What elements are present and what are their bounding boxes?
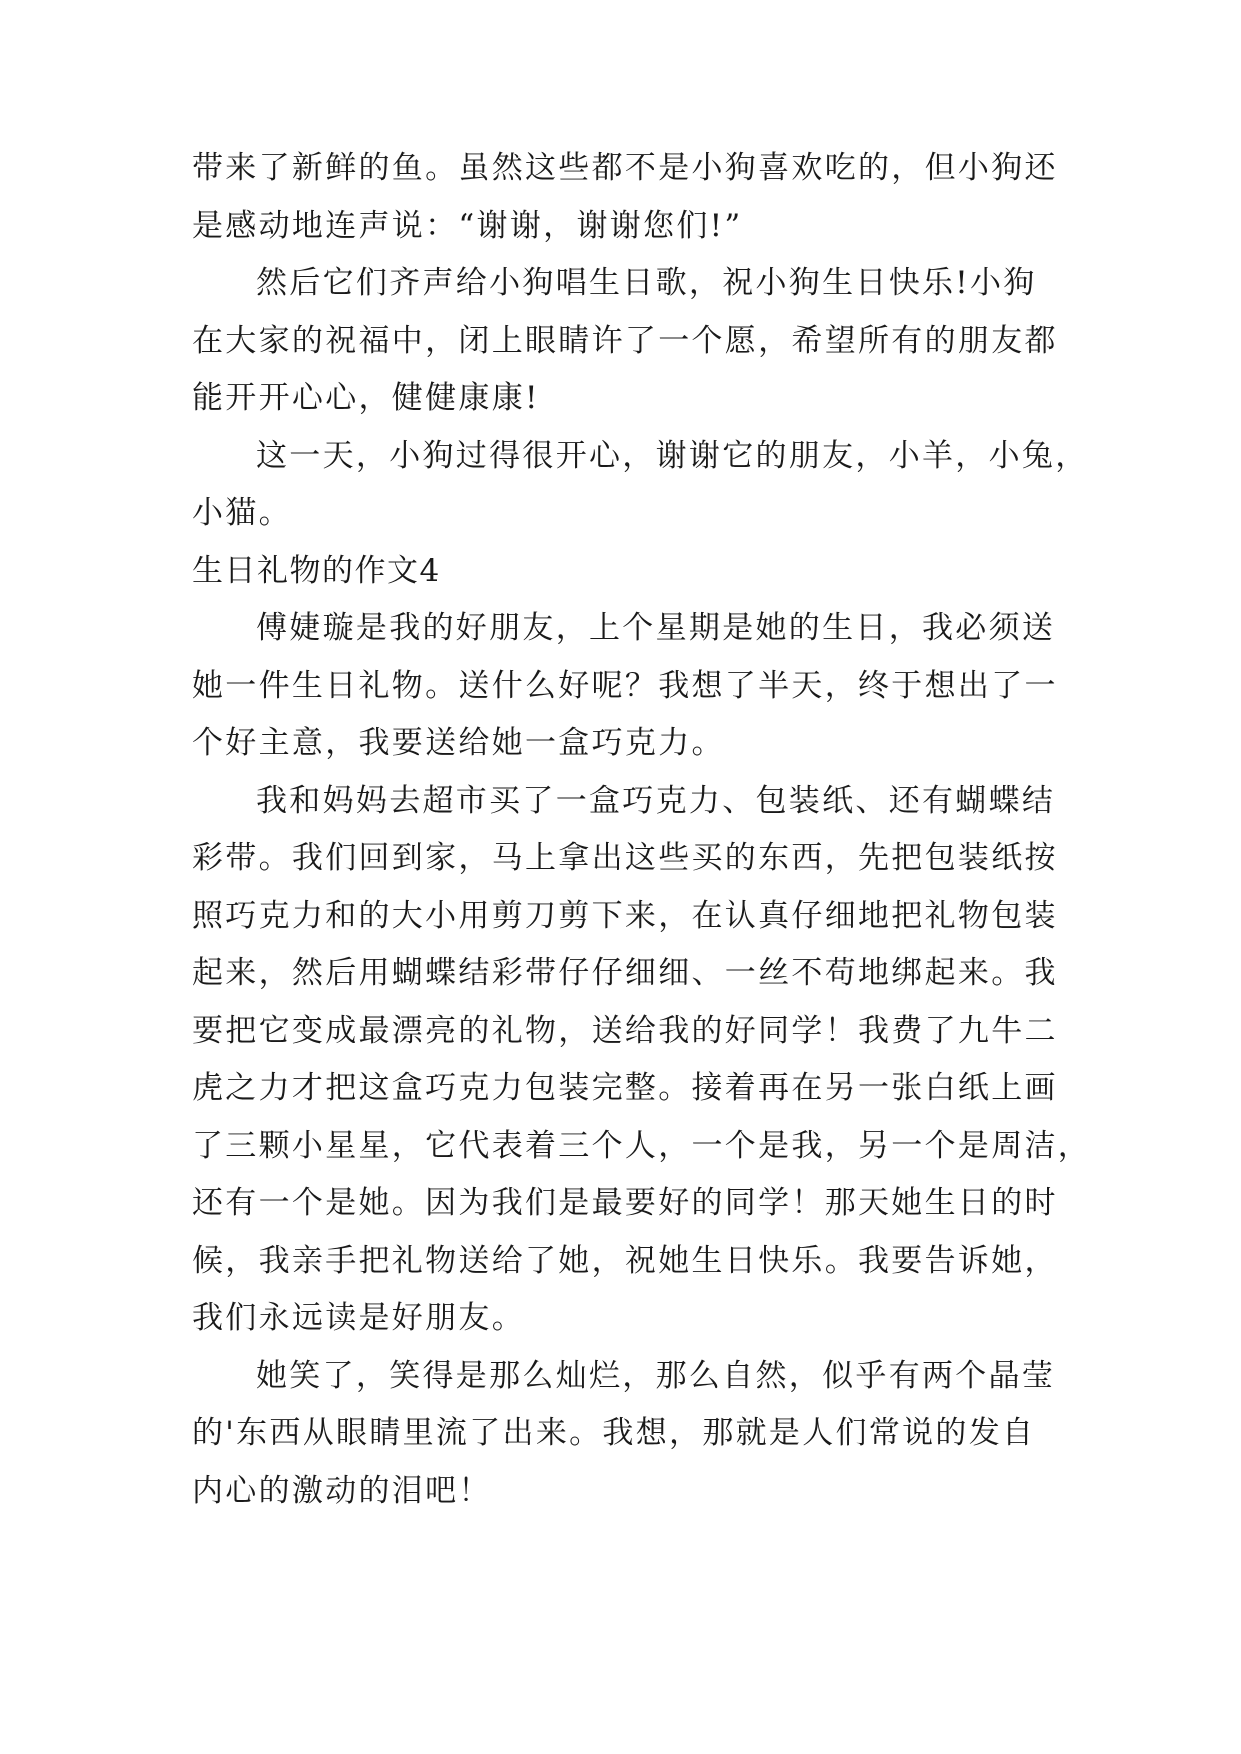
- document-page: [192, 140, 1092, 1520]
- text-line: 了三颗小星星，它代表着三个人，一个是我，另一个是周洁，: [192, 1127, 1092, 1164]
- text-line: 带来了新鲜的鱼。虽然这些都不是小狗喜欢吃的，但小狗还: [192, 150, 1058, 186]
- paragraph-start-line: 这一天，小狗过得很开心，谢谢它的朋友，小羊，小兔，: [256, 437, 1089, 474]
- text-line: 候，我亲手把礼物送给了她，祝她生日快乐。我要告诉她，: [192, 1242, 1058, 1279]
- text-line: 我们永远读是好朋友。: [192, 1300, 525, 1336]
- text-line: 起来，然后用蝴蝶结彩带仔仔细细、一丝不苟地绑起来。我: [192, 955, 1058, 991]
- text-line: 照巧克力和的大小用剪刀剪下来，在认真仔细地把礼物包装: [192, 897, 1058, 934]
- text-line: 小猫。: [192, 495, 292, 531]
- text-line: 的'东西从眼睛里流了出来。我想，那就是人们常说的发自: [192, 1415, 1036, 1451]
- text-line: 能开开心心，健健康康!: [192, 380, 540, 416]
- paragraph-start-line: 她笑了，笑得是那么灿烂，那么自然，似乎有两个晶莹: [256, 1357, 1056, 1394]
- text-line: 是感动地连声说：“谢谢，谢谢您们!”: [192, 207, 743, 244]
- text-line: 虎之力才把这盒巧克力包装完整。接着再在另一张白纸上画: [192, 1070, 1058, 1106]
- paragraph-start-line: 傅婕璇是我的好朋友，上个星期是她的生日，我必须送: [256, 610, 1056, 646]
- text-line: 内心的激动的泪吧！: [192, 1472, 492, 1509]
- text-line: 还有一个是她。因为我们是最要好的同学！那天她生日的时: [192, 1185, 1058, 1221]
- text-line: 个好主意，我要送给她一盒巧克力。: [192, 725, 725, 761]
- text-line: 要把它变成最漂亮的礼物，送给我的好同学！我费了九牛二: [192, 1012, 1058, 1049]
- text-line: 彩带。我们回到家，马上拿出这些买的东西，先把包装纸按: [192, 840, 1058, 876]
- paragraph-start-line: 我和妈妈去超市买了一盒巧克力、包装纸、还有蝴蝶结: [256, 782, 1056, 819]
- text-line: 在大家的祝福中，闭上眼睛许了一个愿，希望所有的朋友都: [192, 322, 1058, 359]
- section-heading: 生日礼物的作文4: [192, 552, 441, 589]
- text-line: 她一件生日礼物。送什么好呢？我想了半天，终于想出了一: [192, 667, 1058, 704]
- paragraph-start-line: 然后它们齐声给小狗唱生日歌，祝小狗生日快乐!小狗: [256, 265, 1037, 301]
